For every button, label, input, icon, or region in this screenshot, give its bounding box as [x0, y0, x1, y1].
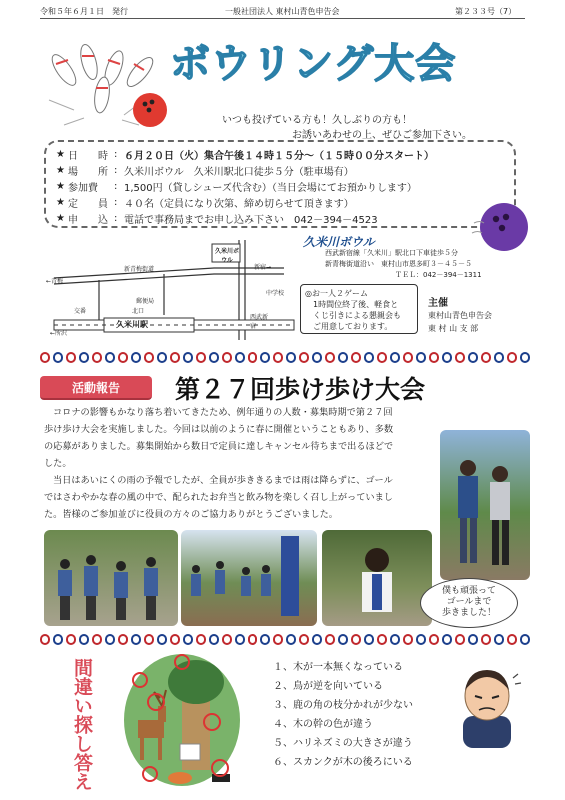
organizer-branch: 東 村 山 支 部: [428, 324, 479, 333]
trail-walkers-icon: [181, 530, 317, 626]
detail-value: ６月２０日（火）集合午後１４時１５分～（１５時００分スタート）: [124, 150, 434, 162]
bead-divider: [40, 352, 530, 364]
venue-title: 久米川ボウル: [303, 235, 375, 249]
header-rule: [40, 18, 525, 19]
gift-line-3: くじ引きによる懇親会も: [313, 311, 401, 320]
bead-ornament: [79, 352, 89, 363]
bead-ornament: [455, 634, 465, 645]
bead-ornament: [442, 352, 452, 363]
bead-ornament: [170, 352, 180, 363]
speech-line-1: 僕も頑張って: [441, 586, 496, 596]
bead-ornament: [325, 352, 335, 363]
access-map: [44, 240, 299, 340]
photo-walkers-couple: [440, 430, 530, 580]
bead-ornament: [494, 352, 504, 363]
bead-ornament: [144, 352, 154, 363]
map-label-shinjuku: 新宿→: [254, 264, 272, 271]
detail-apply: ★ 申 込 : 電話で事務局までお申し込み下さい 042－394－4523: [56, 210, 504, 226]
photo-child-walker: [322, 530, 432, 626]
star-icon: ★: [56, 212, 65, 224]
bead-ornament: [312, 634, 322, 645]
bead-ornament: [260, 352, 270, 363]
bead-ornament: [40, 352, 50, 363]
bead-ornament: [520, 352, 530, 363]
spot-difference-illustration: [120, 650, 245, 790]
bead-ornament: [92, 352, 102, 363]
bead-ornament: [105, 352, 115, 363]
answer-item: ５、ハリネズミの大きさが違う: [273, 738, 413, 749]
detail-place: ★ 場 所 : 久米川ボウル 久米川駅北口徒歩５分（駐車場有）: [56, 162, 504, 178]
detail-value: ４０名（定員になり次第、締め切らせて頂きます）: [124, 198, 354, 210]
issue-number: 第２３３号（7）: [455, 7, 517, 16]
bead-ornament: [105, 634, 115, 645]
organizer-label: 主催: [428, 298, 448, 309]
map-label-tokorozawa: ←所沢: [50, 330, 68, 337]
detail-capacity: ★ 定 員 : ４０名（定員になり次第、締め切らせて頂きます）: [56, 194, 504, 210]
organizer-name: 東村山青色申告会: [428, 311, 492, 320]
bead-ornament: [235, 634, 245, 645]
bead-ornament: [416, 352, 426, 363]
bead-ornament: [118, 634, 128, 645]
speech-line-3: 歩きました！: [441, 608, 496, 618]
forest-animals-icon: [120, 650, 245, 790]
bead-ornament: [170, 634, 180, 645]
report-text: 歩け歩け大会を実施しました。今回は以前のように春に開催ということもあり、多数: [44, 424, 394, 435]
venue-address: 新青梅街道沿い 東村山市恩多町３－４５－５: [325, 260, 472, 268]
event-details-box: [44, 140, 516, 228]
bead-ornament: [455, 352, 465, 363]
bead-ornament: [403, 352, 413, 363]
bead-ornament: [235, 352, 245, 363]
bead-ornament: [364, 634, 374, 645]
group-silhouette-icon: [44, 530, 178, 626]
bead-ornament: [299, 634, 309, 645]
bead-ornament: [442, 634, 452, 645]
bead-ornament: [222, 352, 232, 363]
bead-ornament: [248, 634, 258, 645]
bead-ornament: [260, 634, 270, 645]
bead-ornament: [364, 352, 374, 363]
map-label-seibu: 西武新宿: [250, 314, 269, 330]
bead-ornament: [507, 352, 517, 363]
map-label-shinome: 新青梅街道: [124, 266, 155, 273]
bowling-ball-icon: [130, 90, 170, 130]
bead-ornament: [92, 634, 102, 645]
event-title: ボウリング大会: [170, 41, 457, 87]
photo-walking-trail: [181, 530, 317, 626]
detail-value: 1,500円（貸しシューズ代含む）（当日会場にてお預かりします）: [124, 182, 417, 194]
bead-ornament: [390, 352, 400, 363]
report-text: た。皆様のご参加並びに役員の方々のご協力ありがとうございました。: [44, 509, 338, 520]
report-headline: 第２７回歩け歩け大会: [175, 375, 426, 404]
bead-ornament: [468, 352, 478, 363]
map-label-station: 久米川駅: [116, 320, 148, 329]
star-icon: ★: [56, 148, 65, 160]
map-label-kouban: 交番: [74, 308, 87, 315]
answer-item: ２、鳥が逆を向いている: [273, 681, 383, 692]
gift-line-4: ご用意しております。: [313, 322, 393, 331]
issue-date: 令和５年６月１日 発行: [40, 7, 128, 16]
answer-item: ４、木の幹の色が違う: [273, 719, 373, 730]
answers-vertical-title: 間違い探し答え: [71, 658, 93, 791]
bead-ornament: [507, 634, 517, 645]
bead-ornament: [429, 634, 439, 645]
map-label-school: 中学校: [266, 290, 285, 297]
answer-item: ６、スカンクが木の後ろにいる: [273, 757, 413, 768]
venue-tel: ＴＥＬ：042－394－1311: [395, 271, 482, 279]
bead-ornament: [157, 352, 167, 363]
detail-label: 申 込: [68, 214, 108, 226]
bead-ornament: [338, 634, 348, 645]
walkers-silhouette-icon: [440, 430, 530, 580]
bead-ornament: [131, 352, 141, 363]
bead-ornament: [40, 634, 50, 645]
map-label-kitaguchi: 北口: [132, 308, 145, 315]
venue-access: 西武新宿線「久米川」駅北口下車徒歩５分: [325, 249, 458, 257]
detail-fee: ★ 参加費 : 1,500円（貸しシューズ代含む）（当日会場にてお預かりします）: [56, 178, 504, 194]
bead-ornament: [209, 352, 219, 363]
bead-ornament: [196, 352, 206, 363]
photo-group-start: [44, 530, 178, 626]
bead-ornament: [53, 634, 63, 645]
bead-ornament: [79, 634, 89, 645]
gift-info-box: [300, 284, 418, 334]
bead-ornament: [325, 634, 335, 645]
bead-ornament: [390, 634, 400, 645]
answer-item: １、木が一本無くなっている: [273, 662, 403, 673]
answers-list: [273, 658, 413, 772]
bead-ornament: [299, 352, 309, 363]
detail-label: 定 員: [68, 198, 108, 210]
bead-ornament: [286, 634, 296, 645]
bead-ornament: [131, 634, 141, 645]
intro-line-2: お誘いあわせの上、ぜひご参加下さい。: [292, 130, 472, 141]
bead-ornament: [520, 634, 530, 645]
bead-ornament: [53, 352, 63, 363]
bead-ornament: [312, 352, 322, 363]
bead-ornament: [183, 352, 193, 363]
bead-ornament: [196, 634, 206, 645]
bead-ornament: [157, 634, 167, 645]
bead-ornament: [66, 352, 76, 363]
activity-report-badge: 活動報告: [40, 376, 152, 400]
detail-value: 久米川ボウル 久米川駅北口徒歩５分（駐車場有）: [124, 166, 354, 178]
detail-label: 場 所: [68, 166, 108, 178]
bead-divider: [40, 634, 530, 646]
report-text: コロナの影響もかなり落ち着いてきたため、例年通りの人数・募集時期で第２７回: [53, 407, 393, 418]
map-label-bowl: 久米川ボウル: [214, 248, 239, 264]
detail-label: 日 時: [68, 150, 108, 162]
publisher: 一般社団法人 東村山青色申告会: [225, 7, 340, 16]
bead-ornament: [273, 352, 283, 363]
bead-ornament: [66, 634, 76, 645]
bead-ornament: [377, 352, 387, 363]
worried-man-icon: [447, 660, 527, 750]
bead-ornament: [273, 634, 283, 645]
report-text: した。: [44, 458, 72, 469]
map-label-ome: ←青梅: [46, 278, 64, 285]
map-label-post: 郵便局: [136, 298, 155, 305]
bead-ornament: [416, 634, 426, 645]
child-silhouette-icon: [322, 530, 432, 626]
bead-ornament: [481, 634, 491, 645]
report-text: 当日はあいにくの雨の予報でしたが、全員が歩ききるまでは雨は降らずに、ゴール: [53, 475, 393, 486]
bead-ornament: [248, 352, 258, 363]
report-text: の応募がありました。募集開始から数日で定員に達しキャンセル待ちまで出るほどで: [44, 441, 394, 452]
bead-ornament: [144, 634, 154, 645]
bead-ornament: [403, 634, 413, 645]
detail-value: 電話で事務局までお申し込み下さい 042－394－4523: [124, 214, 378, 226]
answer-item: ３、鹿の角の枝分かれが少ない: [273, 700, 413, 711]
gift-line-2: 1時間位終了後、軽食と: [313, 300, 399, 309]
bead-ornament: [118, 352, 128, 363]
speech-line-2: ゴールまで: [446, 597, 492, 607]
star-icon: ★: [56, 196, 65, 208]
speech-bubble: [420, 578, 518, 628]
bead-ornament: [468, 634, 478, 645]
purple-bowling-ball-icon: [470, 195, 534, 255]
bead-ornament: [494, 634, 504, 645]
bead-ornament: [338, 352, 348, 363]
bead-ornament: [209, 634, 219, 645]
bead-ornament: [481, 352, 491, 363]
bead-ornament: [286, 352, 296, 363]
star-icon: ★: [56, 164, 65, 176]
report-paragraph-1: [44, 404, 436, 523]
intro-line-1: いつも投げている方も！久しぶりの方も！: [222, 115, 412, 126]
bead-ornament: [351, 634, 361, 645]
gift-line-1: ◎お一人２ゲーム: [305, 289, 368, 298]
report-text: ではさわやかな春の風の中で、配られたお弁当と飲み物を楽しく召し上がっていまし: [44, 492, 393, 503]
detail-date: ★ 日 時 : ６月２０日（火）集合午後１４時１５分～（１５時００分スタート）: [56, 146, 504, 162]
detail-label: 参加費: [68, 182, 98, 194]
bead-ornament: [429, 352, 439, 363]
bead-ornament: [222, 634, 232, 645]
bead-ornament: [183, 634, 193, 645]
star-icon: ★: [56, 180, 65, 192]
bead-ornament: [351, 352, 361, 363]
bead-ornament: [377, 634, 387, 645]
